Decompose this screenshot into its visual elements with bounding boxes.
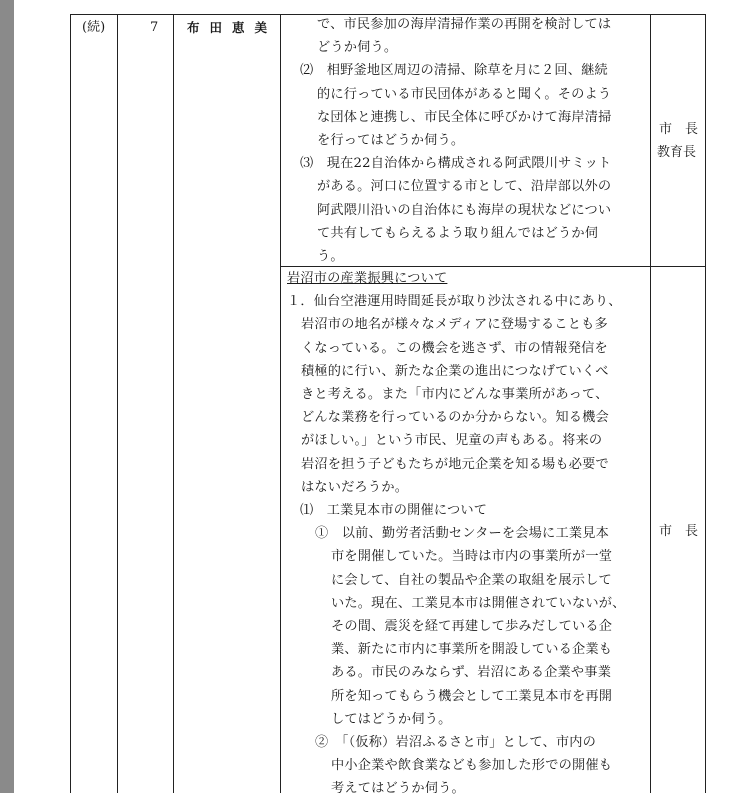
content-line: を行ってはどうか伺う。	[317, 133, 465, 149]
content-line: ① 以前、勤労者活動センターを会場に工業見本	[315, 526, 609, 542]
content-line: １．仙台空港運用時間延長が取り沙汰される中にあり、	[287, 294, 622, 310]
table-border-col2	[173, 14, 174, 793]
content-line: ⑴ 工業見本市の開催について	[300, 503, 488, 519]
question-number: 7	[150, 20, 159, 35]
content-line: 的に行っている市民団体があると聞く。そのよう	[317, 86, 612, 102]
content-line: な団体と連携し、市民全体に呼びかけて海岸清掃	[317, 109, 612, 125]
content-line: どうか伺う。	[317, 40, 398, 56]
continued-marker: (続)	[82, 20, 106, 35]
content-line: う。	[317, 249, 344, 265]
respondent-mayor-2: 市 長	[659, 524, 699, 539]
content-line: 中小企業や飲食業なども参加した形での開催も	[331, 758, 613, 774]
question-content-2	[284, 267, 652, 801]
content-line: いた。現在、工業見本市は開催されていないが、	[331, 595, 626, 611]
respondent-mayor: 市 長	[659, 122, 699, 137]
table-border-col1	[117, 14, 118, 793]
section-title: 岩沼市の産業振興について	[287, 271, 448, 286]
content-line: 市を開催していた。当時は市内の事業所が一堂	[331, 549, 613, 565]
respondent-superintendent: 教育長	[657, 145, 697, 160]
content-line: きと考える。また「市内にどんな事業所があって、	[301, 387, 609, 403]
content-line: 業、新たに市内に事業所を開設している企業も	[331, 642, 613, 658]
question-content-1	[284, 13, 652, 268]
document-page	[14, 0, 750, 797]
content-line: で、市民参加の海岸清掃作業の再開を検討しては	[317, 17, 612, 32]
content-line: がある。河口に位置する市として、沿岸部以外の	[317, 179, 612, 195]
content-line: 阿武隈川沿いの自治体にも海岸の現状などについ	[317, 202, 612, 218]
content-line: ある。市民のみならず、岩沼にある企業や事業	[331, 665, 612, 681]
table-border-right	[705, 14, 706, 793]
content-line: 考えてはどうか伺う。	[331, 781, 465, 797]
content-line: ⑶ 現在22自治体から構成される阿武隈川サミット	[300, 156, 612, 172]
content-line: くなっている。この機会を逃さず、市の情報発信を	[301, 340, 608, 356]
content-line: はないだろうか。	[301, 479, 409, 495]
content-line: 岩沼市の地名が様々なメディアに登場することも多	[301, 317, 608, 333]
left-gutter	[0, 0, 14, 793]
content-line: その間、震災を経て再建して歩みだしている企	[331, 619, 613, 635]
questioner-name: 布田恵美	[187, 20, 278, 35]
content-line: ⑵ 相野釜地区周辺の清掃、除草を月に２回、継続	[300, 63, 608, 79]
table-border-col3	[280, 14, 281, 793]
content-line: してはどうか伺う。	[331, 711, 452, 727]
content-line: て共有してもらえるよう取り組んではどうか伺	[317, 225, 599, 241]
content-line: どんな業務を行っているのか分からない。知る機会	[301, 410, 609, 426]
content-line: がほしい。」という市民、児童の声もある。将来の	[301, 433, 603, 449]
content-line: 岩沼を担う子どもたちが地元企業を知る場も必要で	[301, 456, 609, 472]
content-line: 積極的に行い、新たな企業の進出につなげていくべ	[301, 363, 609, 379]
content-line: 所を知ってもらう機会として工業見本市を再開	[331, 688, 613, 704]
content-line: に会して、自社の製品や企業の取組を展示して	[331, 572, 612, 588]
table-border-left	[70, 14, 71, 793]
content-line: ② 「（仮称）岩沼ふるさと市」として、市内の	[315, 735, 597, 751]
